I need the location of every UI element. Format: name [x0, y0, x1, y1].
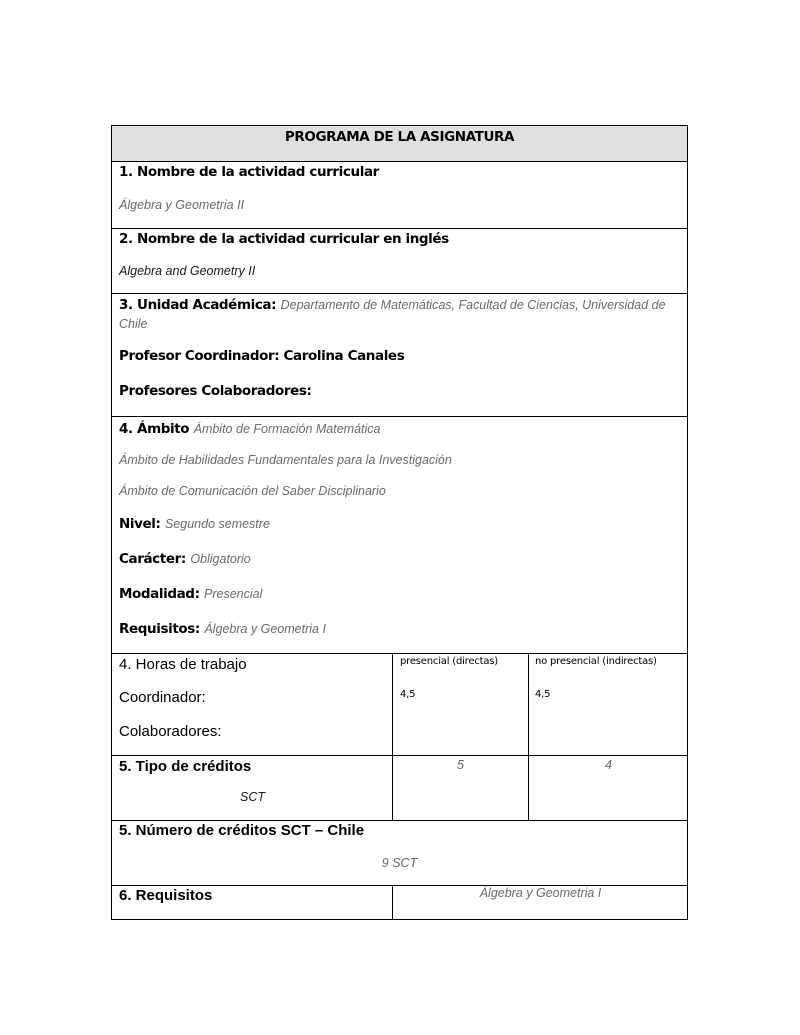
- modalidad-label: Modalidad:: [119, 586, 200, 602]
- requisitos-row-label: 6. Requisitos: [119, 887, 213, 904]
- modalidad-line: [119, 585, 262, 603]
- ambito2-value: Ámbito de Habilidades Fundamentales para la Investigación: [119, 453, 452, 467]
- section4-line: [119, 420, 381, 438]
- row-divider: [111, 416, 688, 417]
- caracter-label: Carácter:: [119, 551, 186, 567]
- modalidad-value: Presencial: [204, 587, 263, 601]
- section1-value: Álgebra y Geometria II: [119, 198, 245, 212]
- ambito3-value: Ámbito de Comunicación del Saber Disciplinario: [119, 484, 386, 498]
- tipo-creditos-col2: 4: [605, 758, 612, 772]
- section3-line: [119, 296, 666, 314]
- horas-colaboradores-label: Colaboradores:: [119, 723, 222, 740]
- tipo-creditos-col1: 5: [457, 758, 464, 772]
- section3-label: 3. Unidad Académica:: [119, 297, 277, 313]
- nivel-value: Segundo semestre: [164, 517, 270, 531]
- row-divider: [111, 293, 688, 294]
- presencial-header: presencial (directas): [400, 656, 498, 667]
- no-presencial-header: no presencial (indirectas): [535, 656, 657, 667]
- section2-label: 2. Nombre de la actividad curricular en inglés: [119, 231, 449, 247]
- ambito1-value: Ámbito de Formación Matemática: [193, 422, 381, 436]
- section2-value: Algebra and Geometry II: [119, 264, 256, 278]
- section3-value-line2: Chile: [119, 317, 148, 331]
- requisitos-line: [119, 620, 326, 638]
- requisitos-label: Requisitos:: [119, 621, 200, 637]
- coordinator-label: Profesor Coordinador: Carolina Canales: [119, 348, 405, 364]
- tipo-creditos-label: 5. Tipo de créditos: [119, 758, 252, 775]
- caracter-line: [119, 550, 251, 568]
- horas-coordinador-label: Coordinador:: [119, 689, 206, 706]
- row-divider: [111, 653, 688, 654]
- numero-creditos-value: 9 SCT: [381, 856, 418, 870]
- collaborators-label: Profesores Colaboradores:: [119, 383, 312, 399]
- nivel-label: Nivel:: [119, 516, 161, 532]
- requisitos-value: Álgebra y Geometria I: [204, 622, 326, 636]
- section1-label: 1. Nombre de la actividad curricular: [119, 164, 379, 180]
- row-divider: [111, 820, 688, 821]
- column-divider: [392, 653, 393, 820]
- requisitos-row-value: Álgebra y Geometria I: [479, 886, 602, 900]
- section3-value-line1: Departamento de Matemáticas, Facultad de Ciencias, Universidad de: [280, 298, 666, 312]
- row-divider: [111, 228, 688, 229]
- no-presencial-value: 4,5: [535, 689, 551, 700]
- column-divider: [528, 653, 529, 820]
- numero-creditos-label: 5. Número de créditos SCT – Chile: [119, 822, 365, 839]
- nivel-line: [119, 515, 270, 533]
- presencial-value: 4,5: [400, 689, 416, 700]
- horas-label: 4. Horas de trabajo: [119, 656, 247, 673]
- section4-label: 4. Ámbito: [119, 421, 190, 437]
- row-divider: [111, 161, 688, 162]
- tipo-creditos-sub: SCT: [240, 790, 265, 804]
- row-divider: [111, 755, 688, 756]
- table-title: PROGRAMA DE LA ASIGNATURA: [284, 129, 515, 145]
- caracter-value: Obligatorio: [190, 552, 251, 566]
